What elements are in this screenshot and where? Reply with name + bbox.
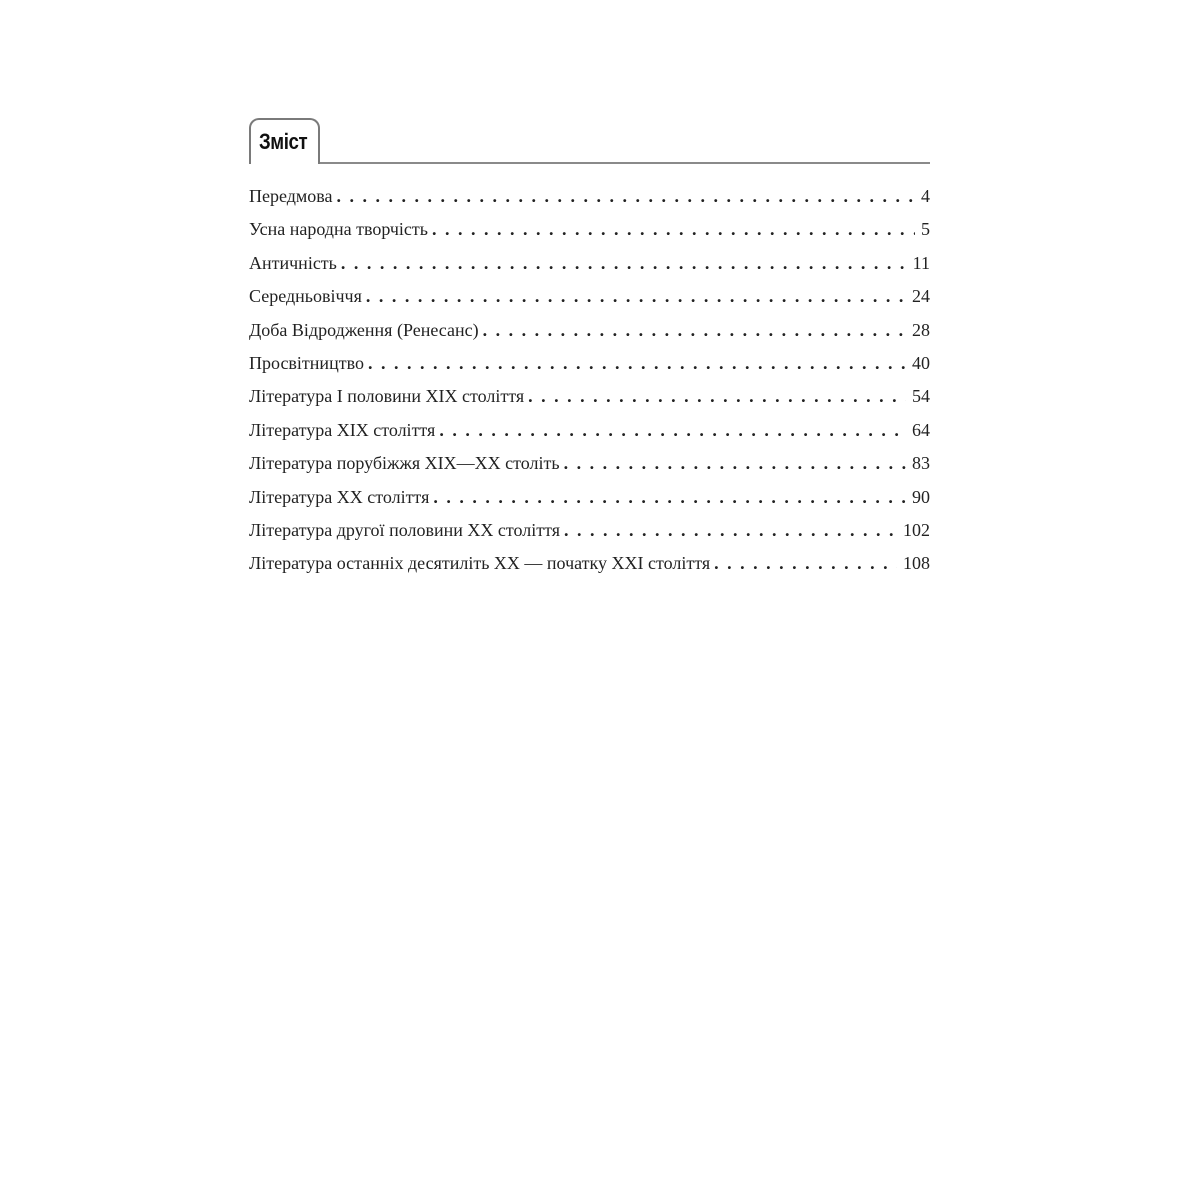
toc-entry-middle-ages[interactable] bbox=[249, 280, 930, 313]
toc-entry-page: 4 bbox=[921, 186, 930, 206]
toc-entry-page: 5 bbox=[921, 219, 930, 240]
toc-entry-page: 11 bbox=[912, 252, 930, 273]
dot-leader bbox=[433, 481, 906, 514]
dot-leader bbox=[714, 547, 897, 580]
dot-leader bbox=[341, 247, 907, 280]
dot-leader bbox=[366, 280, 906, 313]
toc-entry-label: Література другої половини ХХ століття bbox=[249, 519, 560, 540]
toc-entry-page: 40 bbox=[912, 352, 930, 373]
toc-entry-label: Просвітництво bbox=[249, 352, 364, 373]
toc-entry-page: 83 bbox=[912, 453, 930, 474]
table-of-contents bbox=[249, 115, 930, 574]
toc-entry-label: Література порубіжжя ХІХ—ХХ століть bbox=[249, 453, 560, 474]
dot-leader bbox=[439, 414, 906, 447]
toc-entry-renaissance[interactable] bbox=[249, 314, 930, 347]
toc-entry-late-20th[interactable] bbox=[249, 514, 930, 547]
dot-leader bbox=[564, 514, 897, 547]
toc-entry-label: Література останніх десятиліть ХХ — початку ХХІ століття bbox=[249, 553, 711, 574]
dot-leader bbox=[528, 380, 906, 413]
toc-entry-page: 90 bbox=[912, 486, 930, 507]
dot-leader bbox=[483, 314, 906, 347]
toc-title-tab bbox=[249, 118, 320, 164]
toc-entry-label: Доба Відродження (Ренесанс) bbox=[249, 319, 479, 340]
toc-entry-page: 54 bbox=[912, 386, 930, 407]
toc-entry-page: 24 bbox=[912, 286, 930, 307]
toc-list bbox=[249, 180, 930, 581]
toc-entry-label: Середньовіччя bbox=[249, 286, 362, 307]
header-divider bbox=[249, 162, 930, 164]
toc-header bbox=[249, 115, 930, 166]
toc-entry-page: 108 bbox=[903, 553, 930, 574]
toc-entry-turn-of-century[interactable] bbox=[249, 447, 930, 480]
dot-leader bbox=[368, 347, 906, 380]
toc-entry-preface[interactable] bbox=[249, 180, 930, 213]
dot-leader bbox=[564, 447, 906, 480]
toc-entry-label: Передмова bbox=[249, 186, 333, 206]
toc-entry-label: Античність bbox=[249, 252, 337, 273]
toc-entry-page: 64 bbox=[912, 419, 930, 440]
toc-entry-19th[interactable] bbox=[249, 414, 930, 447]
toc-entry-page: 28 bbox=[912, 319, 930, 340]
toc-entry-antiquity[interactable] bbox=[249, 247, 930, 280]
toc-entry-enlightenment[interactable] bbox=[249, 347, 930, 380]
dot-leader bbox=[432, 213, 915, 246]
page-title: Зміст bbox=[259, 129, 308, 154]
toc-entry-page: 102 bbox=[903, 519, 930, 540]
toc-entry-label: Усна народна творчість bbox=[249, 219, 428, 240]
toc-entry-20th[interactable] bbox=[249, 481, 930, 514]
toc-entry-early-19th[interactable] bbox=[249, 380, 930, 413]
toc-entry-recent-decades[interactable] bbox=[249, 547, 930, 580]
dot-leader bbox=[337, 180, 915, 213]
toc-entry-label: Література ХІХ століття bbox=[249, 419, 436, 440]
toc-entry-folklore[interactable] bbox=[249, 213, 930, 246]
toc-entry-label: Література І половини ХІХ століття bbox=[249, 386, 525, 407]
toc-entry-label: Література ХХ століття bbox=[249, 486, 430, 507]
